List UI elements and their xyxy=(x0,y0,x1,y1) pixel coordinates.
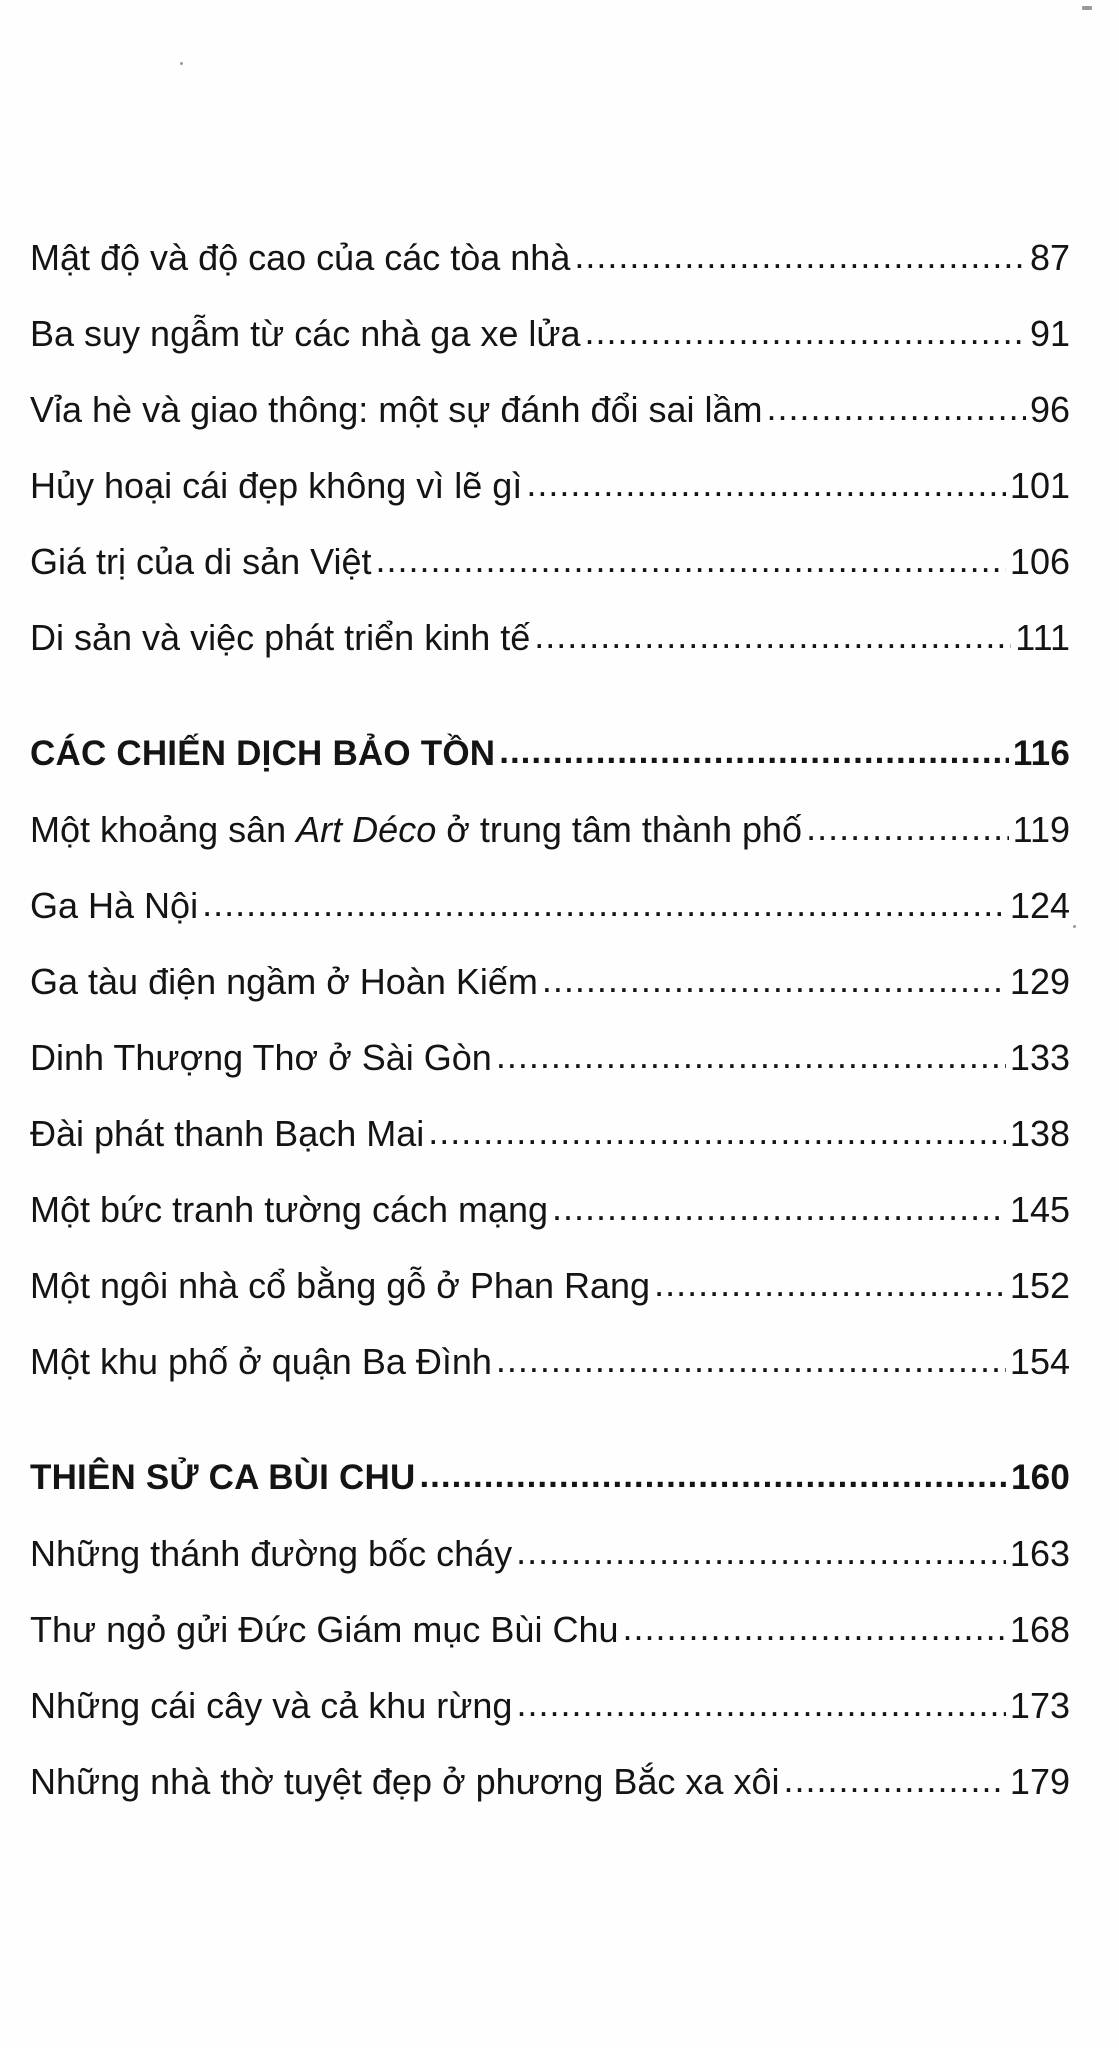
scan-speck xyxy=(1073,925,1076,928)
toc-entry-title: Đài phát thanh Bạch Mai xyxy=(30,1113,425,1154)
toc-entry-page: 152 xyxy=(1009,1265,1070,1306)
toc-entry xyxy=(30,1112,1070,1156)
toc-section-heading xyxy=(30,1456,1070,1500)
dot-leader xyxy=(428,1110,1006,1154)
dot-leader xyxy=(516,1682,1005,1726)
toc-entry xyxy=(30,1264,1070,1308)
dot-leader xyxy=(574,234,1026,278)
toc-section-title: CÁC CHIẾN DỊCH BẢO TỒN xyxy=(30,734,496,773)
toc-entry-page: 173 xyxy=(1009,1685,1070,1726)
toc-entry xyxy=(30,1760,1070,1804)
toc-entry-page: 111 xyxy=(1015,617,1070,658)
toc-entry xyxy=(30,388,1070,432)
toc-entry-title: Một khu phố ở quận Ba Đình xyxy=(30,1341,492,1382)
dot-leader xyxy=(496,1034,1006,1078)
dot-leader xyxy=(376,538,1006,582)
dot-leader xyxy=(202,882,1006,926)
toc-entry-page: 138 xyxy=(1009,1113,1070,1154)
toc-entry xyxy=(30,1608,1070,1652)
toc-entry-title: Thư ngỏ gửi Đức Giám mục Bùi Chu xyxy=(30,1609,619,1650)
toc-entry-page: 179 xyxy=(1009,1761,1070,1802)
toc-entry xyxy=(30,236,1070,280)
toc-section-page: 116 xyxy=(1012,734,1070,773)
toc-entry xyxy=(30,616,1070,660)
toc-entry xyxy=(30,808,1070,852)
toc-entry xyxy=(30,884,1070,928)
toc-entry xyxy=(30,312,1070,356)
toc-entry xyxy=(30,1684,1070,1728)
toc-entry-page: 129 xyxy=(1009,961,1070,1002)
toc-section-page: 160 xyxy=(1011,1458,1070,1497)
dot-leader xyxy=(654,1262,1006,1306)
toc-entry xyxy=(30,464,1070,508)
dot-leader xyxy=(623,1606,1006,1650)
toc-entry-page: 119 xyxy=(1012,809,1070,850)
toc-entry-title: Những thánh đường bốc cháy xyxy=(30,1533,513,1574)
toc-entry-page: 168 xyxy=(1009,1609,1070,1650)
dot-leader xyxy=(419,1454,1007,1498)
dot-leader xyxy=(806,806,1009,850)
toc-entry-title: Di sản và việc phát triển kinh tế xyxy=(30,617,531,658)
toc-entry-title: Ga tàu điện ngầm ở Hoàn Kiếm xyxy=(30,961,538,1002)
dot-leader xyxy=(499,730,1009,774)
toc-section-heading xyxy=(30,732,1070,776)
toc-entry-page: 145 xyxy=(1009,1189,1070,1230)
toc-entry xyxy=(30,1036,1070,1080)
dot-leader xyxy=(585,310,1026,354)
dot-leader xyxy=(542,958,1006,1002)
toc-entry-title: Những nhà thờ tuyệt đẹp ở phương Bắc xa xôi xyxy=(30,1761,780,1802)
toc-entry-title: Ga Hà Nội xyxy=(30,885,199,926)
toc-entry-title: Ba suy ngẫm từ các nhà ga xe lửa xyxy=(30,313,581,354)
toc-entry-page: 87 xyxy=(1029,237,1070,278)
dot-leader xyxy=(767,386,1026,430)
dot-leader xyxy=(526,462,1006,506)
dot-leader xyxy=(496,1338,1006,1382)
dot-leader xyxy=(552,1186,1006,1230)
toc-entry-title: Giá trị của di sản Việt xyxy=(30,541,372,582)
toc-entry-page: 154 xyxy=(1009,1341,1070,1382)
toc-entry-title-italic: Art Déco xyxy=(296,809,437,850)
scan-speck xyxy=(180,62,183,65)
toc-entry-page: 106 xyxy=(1009,541,1070,582)
toc-section-title: THIÊN SỬ CA BÙI CHU xyxy=(30,1458,416,1497)
toc-entry xyxy=(30,960,1070,1004)
toc-entry-title: Những cái cây và cả khu rừng xyxy=(30,1685,513,1726)
scan-speck xyxy=(1082,6,1092,10)
toc-entry-title: Hủy hoại cái đẹp không vì lẽ gì xyxy=(30,465,523,506)
toc-entry-page: 96 xyxy=(1029,389,1070,430)
toc-entry-page: 101 xyxy=(1009,465,1070,506)
dot-leader xyxy=(516,1530,1006,1574)
dot-leader xyxy=(534,614,1011,658)
toc-entry xyxy=(30,1188,1070,1232)
toc-entry-title: Mật độ và độ cao của các tòa nhà xyxy=(30,237,571,278)
toc-entry-title-part: ở trung tâm thành phố xyxy=(436,809,803,850)
toc-entry xyxy=(30,540,1070,584)
dot-leader xyxy=(783,1758,1005,1802)
toc-entry-page: 124 xyxy=(1009,885,1070,926)
toc-entry xyxy=(30,1532,1070,1576)
toc-entry-page: 133 xyxy=(1009,1037,1070,1078)
toc-entry-title-part: Một khoảng sân xyxy=(30,809,297,850)
toc-entry-title: Một ngôi nhà cổ bằng gỗ ở Phan Rang xyxy=(30,1265,651,1306)
toc-entry-page: 163 xyxy=(1009,1533,1070,1574)
toc-entry xyxy=(30,1340,1070,1384)
toc-entry-title xyxy=(30,808,802,852)
toc-entry-title: Dinh Thượng Thơ ở Sài Gòn xyxy=(30,1037,492,1078)
toc-entry-page: 91 xyxy=(1029,313,1070,354)
toc-entry-title: Vỉa hè và giao thông: một sự đánh đổi sai lầm xyxy=(30,389,763,430)
toc-entry-title: Một bức tranh tường cách mạng xyxy=(30,1189,549,1230)
